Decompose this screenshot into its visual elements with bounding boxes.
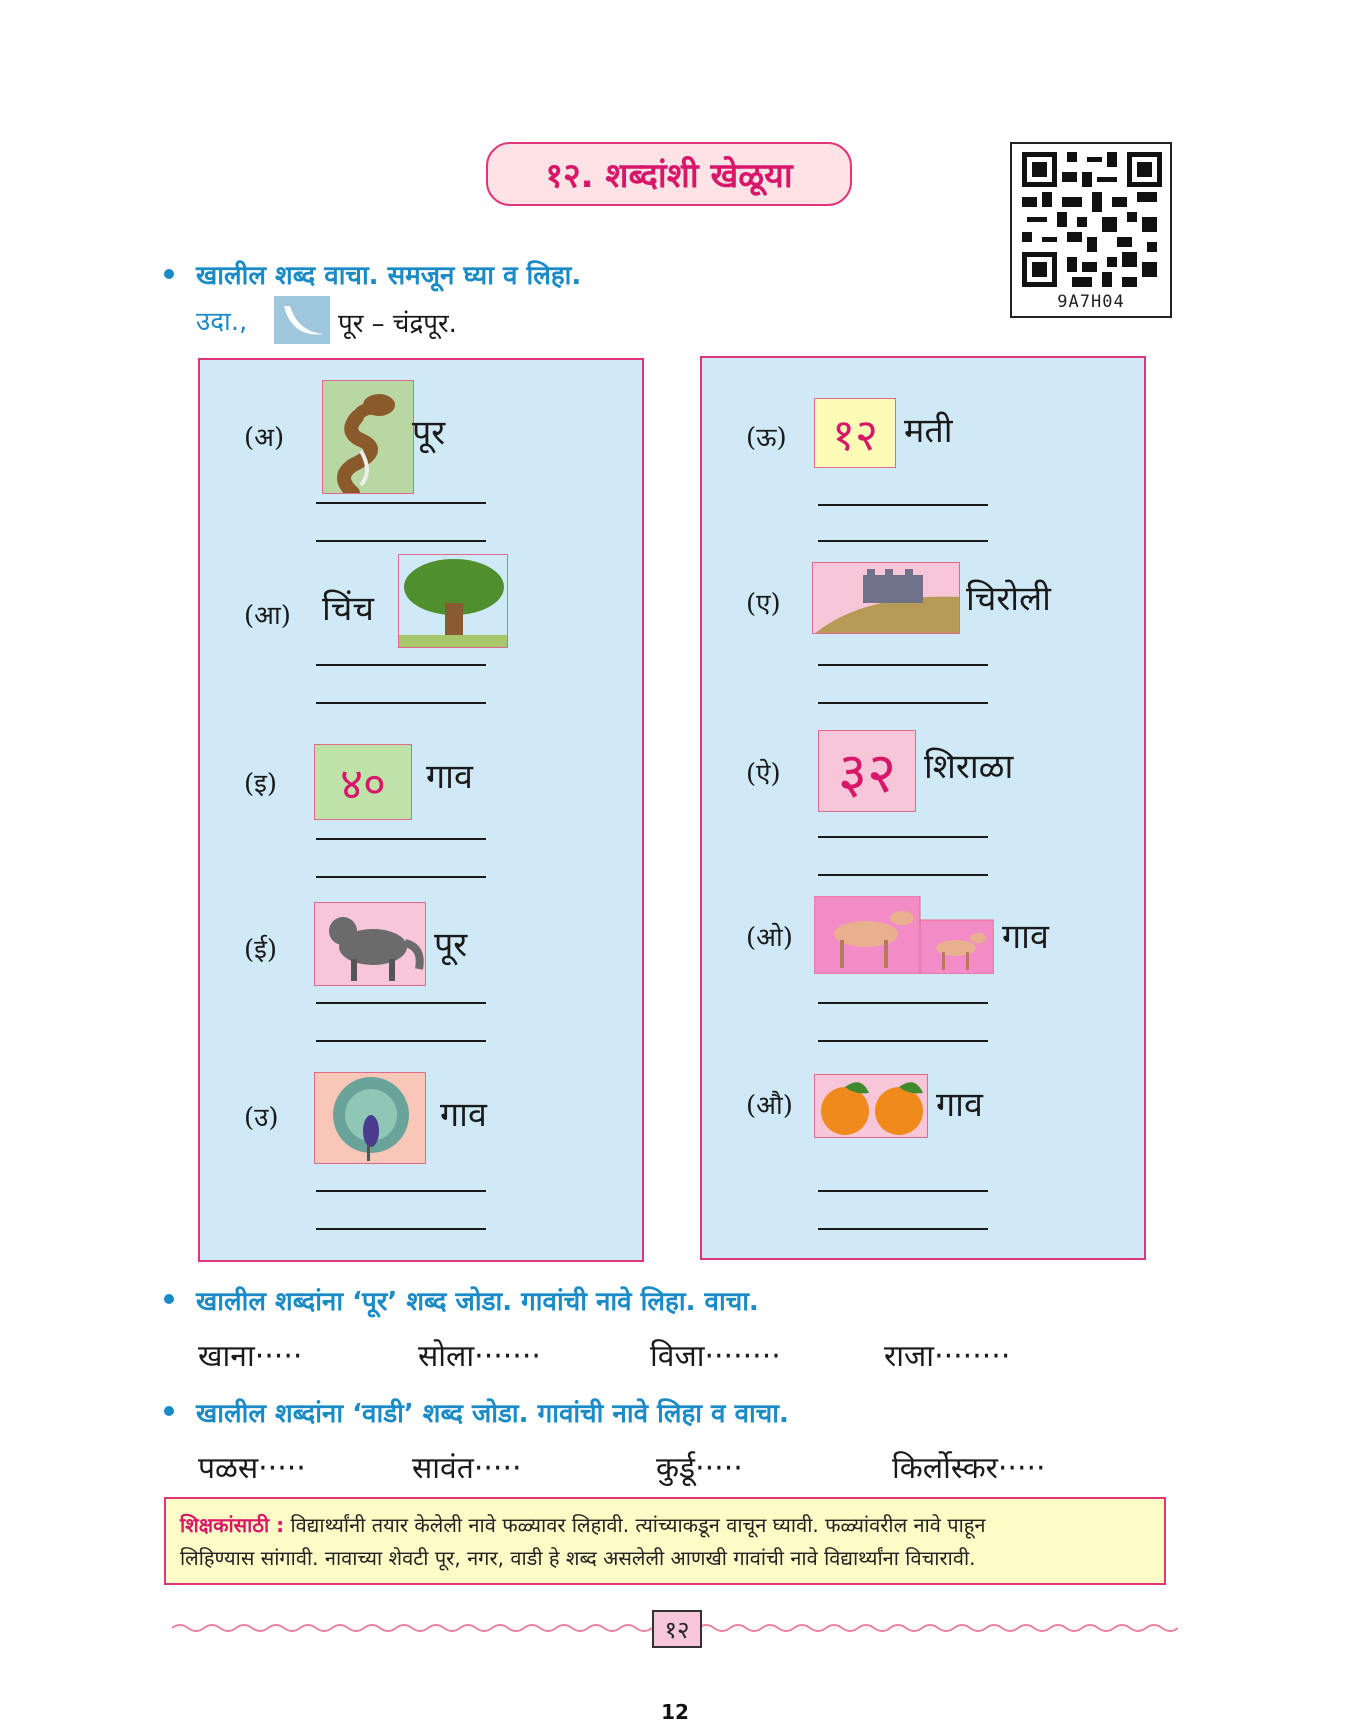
item-marker: (आ) <box>244 601 291 631</box>
bullet-icon <box>164 1294 174 1304</box>
answer-line[interactable] <box>818 504 988 506</box>
example-text: पूर – चंद्रपूर. <box>338 309 457 339</box>
answer-line[interactable] <box>818 1002 988 1004</box>
item-word: गाव <box>426 757 473 797</box>
answer-line[interactable] <box>316 838 486 840</box>
bullet-icon <box>164 1406 174 1416</box>
word-puzzle-item: सावंत····· <box>412 1451 522 1486</box>
item-word: चिरोली <box>966 579 1051 619</box>
answer-line[interactable] <box>316 1190 486 1192</box>
answer-line[interactable] <box>818 874 988 876</box>
qr-code-icon <box>1022 152 1162 287</box>
item-word: गाव <box>1002 917 1049 957</box>
item-word: शिराळा <box>924 747 1014 787</box>
item-marker: (उ) <box>244 1103 279 1133</box>
peacock-icon <box>314 1072 426 1164</box>
answer-line[interactable] <box>818 1190 988 1192</box>
teacher-note-box <box>164 1497 1166 1585</box>
teacher-note-text <box>180 1509 1154 1575</box>
answer-line[interactable] <box>316 540 486 542</box>
answer-line[interactable] <box>818 1040 988 1042</box>
instruction-1: खालील शब्द वाचा. समजून घ्या व लिहा. <box>196 261 582 291</box>
answer-line[interactable] <box>316 876 486 878</box>
teacher-note-line-1: विद्यार्थ्यांनी तयार केलेली नावे फळ्यावर लिहावी. त्यांच्याकडून वाचून घ्यावी. फळ्यांवरील नावे पाहून <box>290 1513 986 1537</box>
answer-line[interactable] <box>316 702 486 704</box>
item-marker: (ए) <box>746 589 781 619</box>
wolf-icon <box>314 902 426 986</box>
answer-line[interactable] <box>818 664 988 666</box>
item-marker: (औ) <box>746 1091 793 1121</box>
tamarind-tree-icon <box>398 554 508 648</box>
answer-line[interactable] <box>316 1228 486 1230</box>
item-marker: (अ) <box>244 423 285 453</box>
word-puzzle-item: राजा········ <box>884 1339 1011 1374</box>
teacher-note-label: शिक्षकांसाठी : <box>180 1513 285 1537</box>
chapter-title-box <box>486 142 852 206</box>
item-marker: (ऊ) <box>746 423 787 453</box>
item-word: पूर <box>434 925 468 965</box>
chapter-title: १२. शब्दांशी खेळूया <box>545 156 793 196</box>
item-word: गाव <box>440 1095 487 1135</box>
instruction-3: खालील शब्दांना ‘वाडी’ शब्द जोडा. गावांची नावे लिहा व वाचा. <box>196 1399 789 1429</box>
number-40-box: ४० <box>314 744 412 820</box>
answer-line[interactable] <box>316 502 486 504</box>
word-puzzle-item: विजा········ <box>650 1339 781 1374</box>
item-marker: (ओ) <box>746 923 793 953</box>
word-puzzle-item: सोला······· <box>418 1339 541 1374</box>
qr-code-label: 9A7H04 <box>1057 292 1125 312</box>
qr-code-box <box>1010 142 1172 318</box>
answer-line[interactable] <box>316 1002 486 1004</box>
horses-icon <box>814 896 994 974</box>
number-12-box: १२ <box>814 398 896 468</box>
word-puzzle-item: कुर्डू····· <box>656 1451 743 1486</box>
word-puzzle-item: किर्लोस्कर····· <box>892 1451 1046 1486</box>
item-word: चिंच <box>322 589 374 629</box>
answer-line[interactable] <box>818 702 988 704</box>
mangoes-icon <box>814 1074 928 1138</box>
answer-line[interactable] <box>316 1040 486 1042</box>
item-marker: (इ) <box>244 769 278 799</box>
answer-line[interactable] <box>316 664 486 666</box>
answer-line[interactable] <box>818 1228 988 1230</box>
item-word: मती <box>904 411 953 451</box>
page-number-box: १२ <box>652 1610 702 1648</box>
word-puzzle-item: पळस····· <box>198 1451 306 1486</box>
page-number: 12 <box>661 1700 689 1724</box>
bullet-icon <box>164 269 174 279</box>
snake-icon <box>322 380 414 494</box>
example-label: उदा., <box>196 307 248 337</box>
item-marker: (ई) <box>244 935 278 965</box>
item-word: गाव <box>936 1085 983 1125</box>
answer-line[interactable] <box>818 540 988 542</box>
item-word: पूर <box>412 413 446 453</box>
answer-line[interactable] <box>818 836 988 838</box>
fort-hill-icon <box>812 562 960 634</box>
number-32-box: ३२ <box>818 730 916 812</box>
word-puzzle-item: खाना····· <box>198 1339 303 1374</box>
instruction-2: खालील शब्दांना ‘पूर’ शब्द जोडा. गावांची नावे लिहा. वाचा. <box>196 1287 759 1317</box>
item-marker: (ऐ) <box>746 759 781 789</box>
teacher-note-line-2: लिहिण्यास सांगावी. नावाच्या शेवटी पूर, नगर, वाडी हे शब्द असलेली आणखी गावांची नावे विद्यार्थ्यांना विचारावी. <box>180 1546 976 1570</box>
moon-icon <box>274 296 330 344</box>
